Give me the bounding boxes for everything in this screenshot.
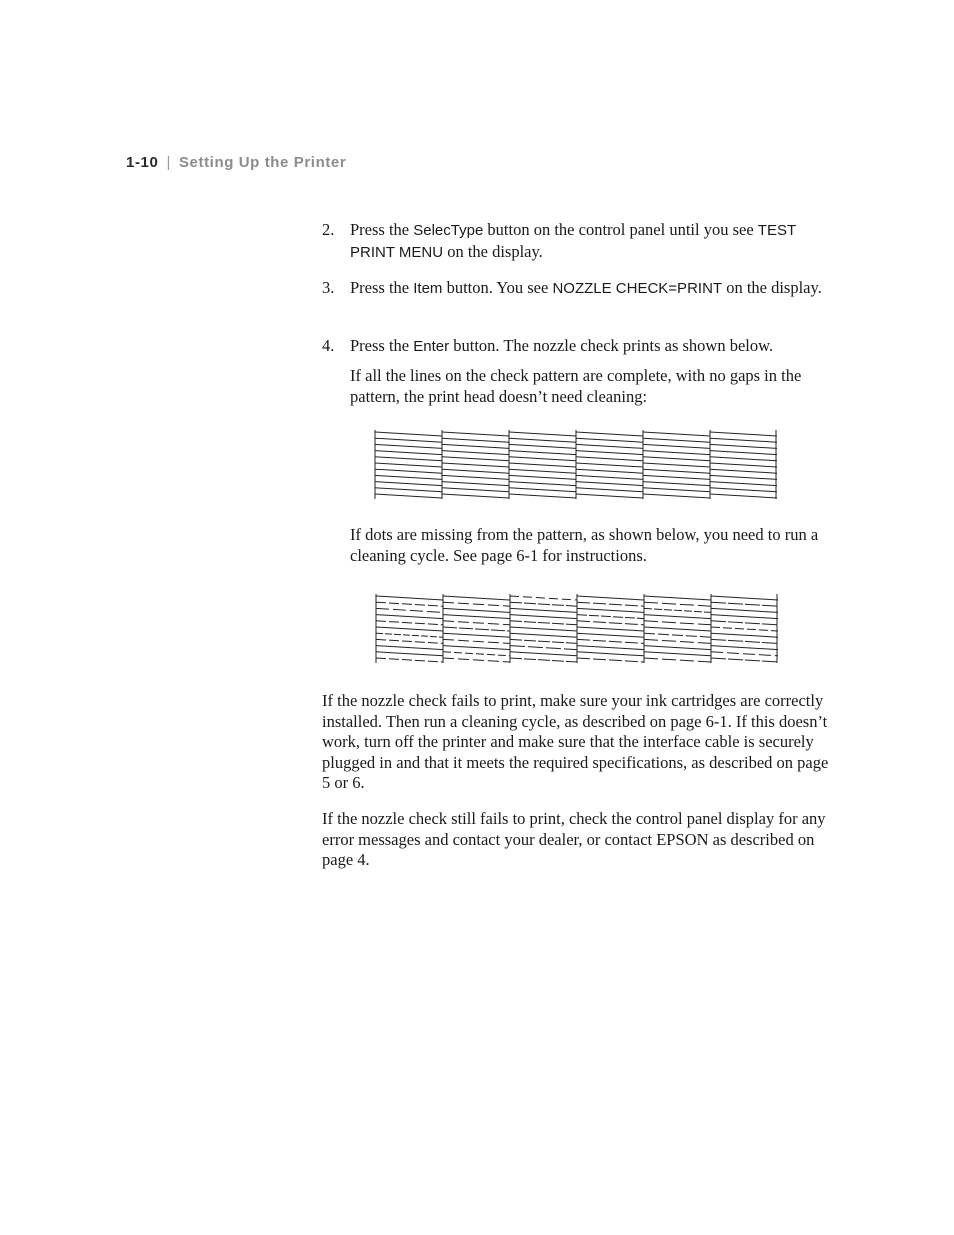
nozzle-line — [576, 432, 643, 436]
nozzle-line — [643, 451, 710, 455]
nozzle-line — [443, 596, 510, 600]
nozzle-line — [577, 639, 644, 643]
nozzle-line — [376, 615, 443, 619]
nozzle-line — [644, 639, 711, 643]
nozzle-line — [509, 482, 576, 486]
nozzle-line — [710, 482, 777, 486]
nozzle-line — [643, 469, 710, 473]
nozzle-line — [509, 469, 576, 473]
nozzle-line — [442, 494, 509, 498]
nozzle-line — [510, 652, 577, 656]
nozzle-line — [644, 615, 711, 619]
nozzle-line — [643, 482, 710, 486]
nozzle-line — [576, 494, 643, 498]
nozzle-line — [442, 488, 509, 492]
nozzle-line — [643, 488, 710, 492]
nozzle-line — [442, 469, 509, 473]
nozzle-line — [375, 463, 442, 467]
nozzle-line — [509, 444, 576, 448]
nozzle-line — [509, 463, 576, 467]
nozzle-line — [509, 438, 576, 442]
nozzle-line — [643, 438, 710, 442]
good-pattern-description: If all the lines on the check pattern are complete, with no gaps in the pattern, the print head doesn’t need cleaning: — [350, 366, 802, 406]
nozzle-line — [576, 451, 643, 455]
nozzle-line — [375, 451, 442, 455]
nozzle-line — [644, 658, 711, 662]
nozzle-line — [710, 475, 777, 479]
nozzle-line — [510, 658, 577, 662]
nozzle-line — [375, 438, 442, 442]
nozzle-line — [509, 488, 576, 492]
nozzle-line — [644, 621, 711, 625]
nozzle-line — [644, 602, 711, 606]
nozzle-line — [375, 432, 442, 436]
nozzle-line — [376, 646, 443, 650]
nozzle-line — [576, 444, 643, 448]
header-separator: | — [166, 154, 171, 171]
nozzle-line — [577, 646, 644, 650]
nozzle-line — [376, 633, 443, 637]
nozzle-line — [577, 608, 644, 612]
nozzle-line — [442, 463, 509, 467]
step-text: Press the Item button. You see NOZZLE CHECK=PRINT on the display. — [350, 278, 822, 297]
nozzle-line — [576, 463, 643, 467]
nozzle-line — [644, 627, 711, 631]
nozzle-line — [576, 457, 643, 461]
nozzle-line — [442, 457, 509, 461]
good-nozzle-check-pattern — [375, 430, 777, 499]
selectype-button-name: SelecType — [413, 222, 484, 239]
nozzle-line — [577, 602, 644, 606]
nozzle-line — [376, 658, 443, 662]
nozzle-line — [510, 615, 577, 619]
nozzle-line — [443, 621, 510, 625]
nozzle-line — [577, 633, 644, 637]
nozzle-line — [443, 602, 510, 606]
troubleshooting-paragraph-1: If the nozzle check fails to print, make sure your ink cartridges are correctly installed. Then run a cleaning cycle, as described on page 6-1. If this doesn’t work, turn off the printer and make sure that the interface cable is securely plugged in and that it meets the required specifications, as described on page 5 or 6. — [322, 691, 829, 792]
nozzle-line — [711, 658, 778, 662]
nozzle-line — [710, 451, 777, 455]
nozzle-line — [376, 639, 443, 643]
faulty-nozzle-check-pattern — [376, 594, 778, 663]
nozzle-line — [376, 596, 443, 600]
nozzle-line — [711, 602, 778, 606]
nozzle-line — [711, 615, 778, 619]
nozzle-line — [509, 451, 576, 455]
troubleshooting-paragraph-2: If the nozzle check still fails to print, check the control panel display for any error messages and contact your dealer, or contact EPSON as described on page 4. — [322, 809, 826, 869]
nozzle-line — [643, 494, 710, 498]
nozzle-line — [442, 432, 509, 436]
nozzle-line — [510, 602, 577, 606]
nozzle-line — [711, 646, 778, 650]
nozzle-line — [510, 621, 577, 625]
nozzle-line — [510, 633, 577, 637]
nozzle-line — [576, 475, 643, 479]
nozzle-line — [443, 652, 510, 656]
nozzle-line — [442, 451, 509, 455]
display-message: NOZZLE CHECK=PRINT — [552, 280, 723, 297]
nozzle-line — [375, 457, 442, 461]
nozzle-line — [443, 658, 510, 662]
nozzle-line — [643, 475, 710, 479]
nozzle-line — [443, 608, 510, 612]
step-number: 2. — [322, 220, 335, 239]
nozzle-line — [710, 457, 777, 461]
nozzle-line — [576, 482, 643, 486]
nozzle-line — [375, 444, 442, 448]
nozzle-line — [576, 438, 643, 442]
nozzle-line — [711, 608, 778, 612]
nozzle-line — [644, 652, 711, 656]
nozzle-line — [577, 615, 644, 619]
nozzle-line — [443, 633, 510, 637]
nozzle-line — [442, 482, 509, 486]
nozzle-line — [710, 444, 777, 448]
display-message: TEST PRINT MENU — [350, 222, 796, 261]
nozzle-line — [710, 469, 777, 473]
nozzle-line — [710, 438, 777, 442]
nozzle-line — [443, 615, 510, 619]
nozzle-line — [710, 494, 777, 498]
nozzle-line — [711, 639, 778, 643]
nozzle-line — [509, 432, 576, 436]
nozzle-line — [375, 488, 442, 492]
nozzle-line — [510, 596, 577, 600]
nozzle-line — [375, 482, 442, 486]
nozzle-line — [509, 494, 576, 498]
nozzle-line — [577, 596, 644, 600]
nozzle-line — [375, 494, 442, 498]
nozzle-line — [376, 608, 443, 612]
step-number: 3. — [322, 278, 335, 297]
bad-pattern-description: If dots are missing from the pattern, as shown below, you need to run a cleaning cycle. See page 6-1 for instructions. — [350, 525, 819, 565]
nozzle-line — [510, 608, 577, 612]
nozzle-line — [375, 475, 442, 479]
nozzle-line — [643, 463, 710, 467]
nozzle-line — [644, 646, 711, 650]
nozzle-line — [376, 652, 443, 656]
nozzle-line — [711, 652, 778, 656]
nozzle-line — [509, 457, 576, 461]
nozzle-line — [711, 596, 778, 600]
item-button-name: Item — [413, 280, 443, 297]
nozzle-line — [644, 608, 711, 612]
nozzle-line — [577, 652, 644, 656]
nozzle-line — [510, 646, 577, 650]
nozzle-line — [443, 627, 510, 631]
nozzle-line — [376, 621, 443, 625]
nozzle-line — [376, 602, 443, 606]
nozzle-line — [643, 444, 710, 448]
nozzle-line — [510, 639, 577, 643]
nozzle-line — [711, 621, 778, 625]
enter-button-name: Enter — [413, 338, 450, 355]
nozzle-line — [710, 463, 777, 467]
step-text: Press the Enter button. The nozzle check prints as shown below. — [350, 336, 774, 355]
nozzle-line — [711, 627, 778, 631]
nozzle-line — [442, 444, 509, 448]
nozzle-line — [375, 469, 442, 473]
nozzle-line — [643, 457, 710, 461]
nozzle-line — [509, 475, 576, 479]
page-number: 1-10 — [126, 154, 159, 171]
nozzle-line — [576, 469, 643, 473]
nozzle-line — [442, 475, 509, 479]
nozzle-line — [442, 438, 509, 442]
step-number: 4. — [322, 336, 335, 355]
nozzle-line — [643, 432, 710, 436]
nozzle-line — [644, 596, 711, 600]
nozzle-line — [644, 633, 711, 637]
step-text: Press the SelecType button on the control panel until you see TEST PRINT MENU on the display. — [350, 220, 796, 261]
nozzle-line — [710, 432, 777, 436]
nozzle-line — [376, 627, 443, 631]
nozzle-line — [443, 639, 510, 643]
nozzle-line — [576, 488, 643, 492]
nozzle-line — [510, 627, 577, 631]
nozzle-line — [711, 633, 778, 637]
nozzle-line — [710, 488, 777, 492]
nozzle-line — [577, 621, 644, 625]
nozzle-line — [577, 627, 644, 631]
nozzle-line — [443, 646, 510, 650]
section-title: Setting Up the Printer — [178, 154, 347, 171]
nozzle-line — [577, 658, 644, 662]
